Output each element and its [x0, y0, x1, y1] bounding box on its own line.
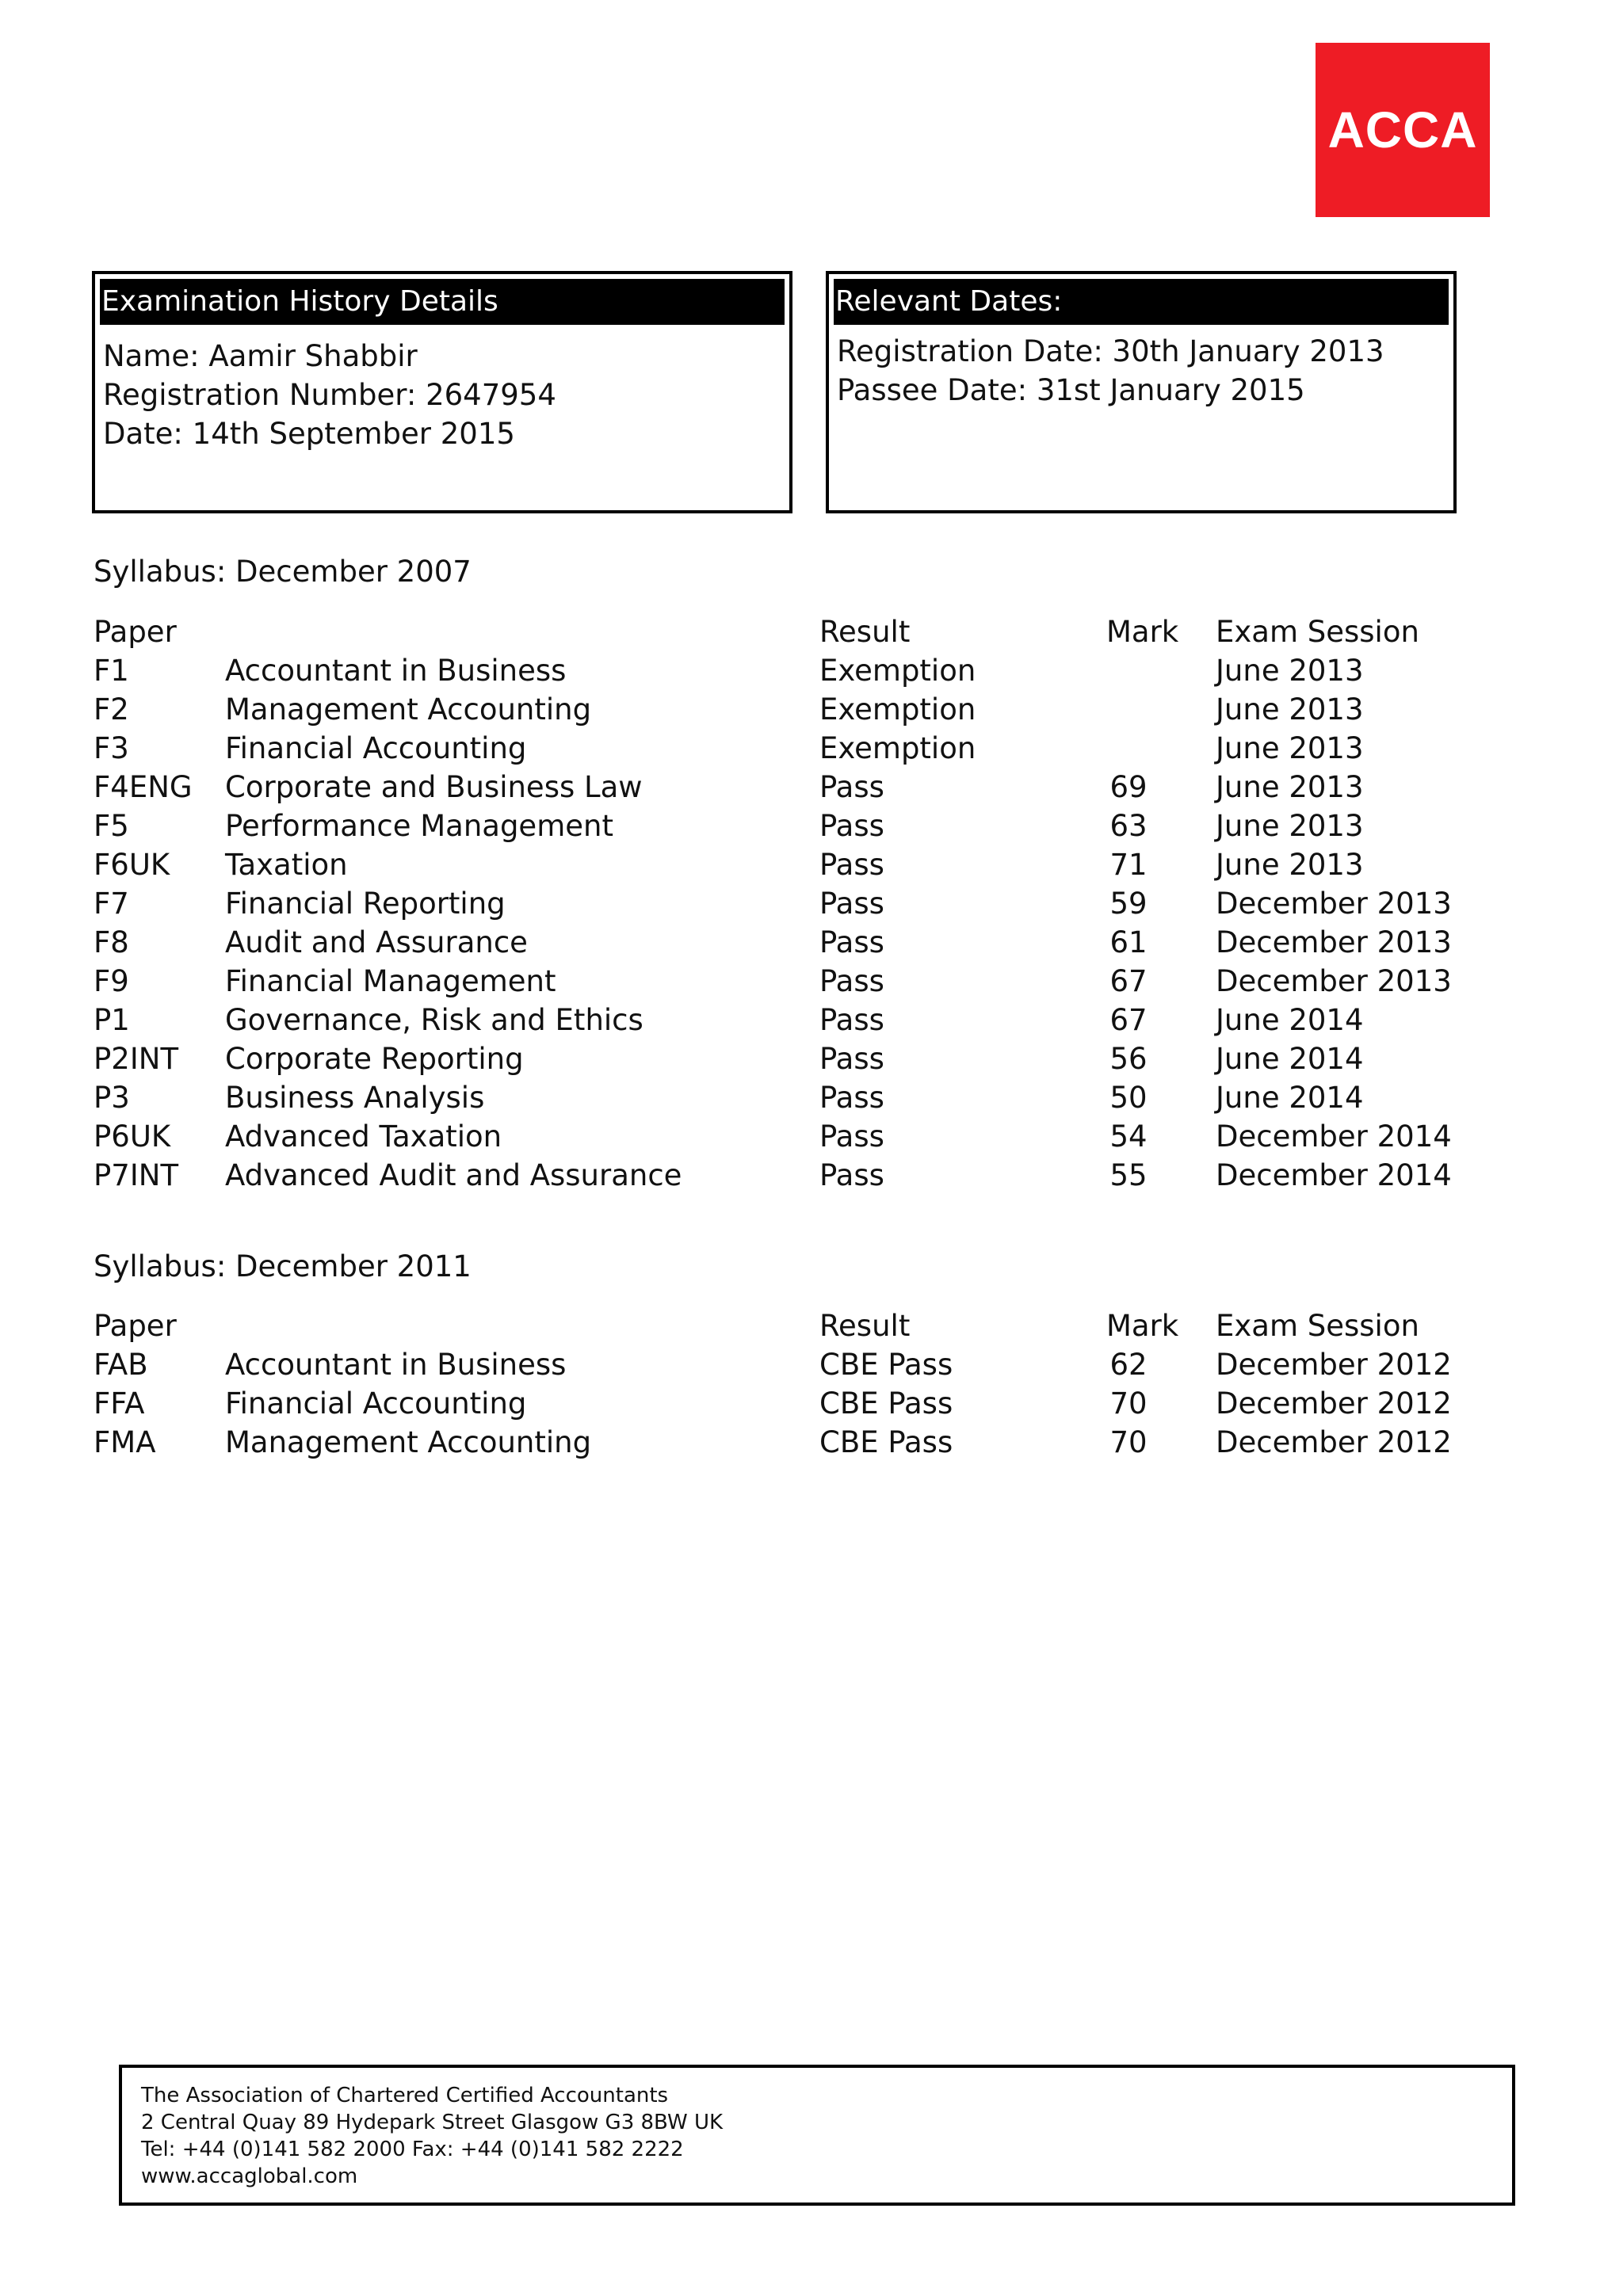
table-row — [0, 1423, 1623, 1462]
paper-result: Pass — [819, 887, 884, 921]
paper-result: Pass — [819, 925, 884, 959]
footer-website: www.accaglobal.com — [141, 2164, 358, 2188]
paper-code: FAB — [94, 1348, 148, 1382]
paper-result: Exemption — [819, 692, 976, 727]
paper-mark: 50 — [1109, 1081, 1148, 1115]
paper-result: Pass — [819, 1119, 884, 1154]
table-row — [0, 651, 1623, 690]
paper-result: Pass — [819, 1042, 884, 1076]
paper-session: December 2012 — [1216, 1348, 1452, 1382]
paper-name: Accountant in Business — [225, 654, 567, 688]
logo-text: ACCA — [1327, 101, 1478, 158]
paper-name: Advanced Audit and Assurance — [225, 1158, 682, 1192]
paper-mark: 55 — [1109, 1158, 1148, 1192]
paper-code: F1 — [94, 654, 129, 688]
paper-result: Exemption — [819, 731, 976, 765]
paper-result: Exemption — [819, 654, 976, 688]
paper-name: Financial Reporting — [225, 887, 506, 921]
table-row — [0, 1384, 1623, 1423]
paper-session: June 2014 — [1216, 1081, 1364, 1115]
paper-name: Management Accounting — [225, 1425, 592, 1459]
paper-session: December 2013 — [1216, 925, 1452, 959]
paper-mark: 67 — [1109, 964, 1148, 998]
paper-mark: 63 — [1109, 809, 1148, 843]
col-result: Result — [819, 615, 911, 649]
table-row — [0, 884, 1623, 923]
paper-mark: 71 — [1109, 848, 1148, 882]
table-row — [0, 1039, 1623, 1078]
paper-code: FFA — [94, 1386, 145, 1421]
paper-session: June 2013 — [1216, 654, 1364, 688]
paper-session: June 2013 — [1216, 770, 1364, 804]
statement-date: Date: 14th September 2015 — [103, 417, 515, 451]
paper-session: December 2012 — [1216, 1386, 1452, 1421]
paper-code: P7INT — [94, 1158, 179, 1192]
paper-mark: 61 — [1109, 925, 1148, 959]
paper-mark: 69 — [1109, 770, 1148, 804]
paper-name: Financial Accounting — [225, 731, 527, 765]
paper-code: FMA — [94, 1425, 156, 1459]
paper-result: Pass — [819, 809, 884, 843]
paper-code: F9 — [94, 964, 129, 998]
paper-session: June 2013 — [1216, 848, 1364, 882]
paper-mark: 54 — [1109, 1119, 1148, 1154]
paper-code: P3 — [94, 1081, 130, 1115]
table-row — [0, 1117, 1623, 1156]
table-row — [0, 1078, 1623, 1117]
paper-session: December 2013 — [1216, 887, 1452, 921]
col-result: Result — [819, 1309, 911, 1343]
paper-name: Management Accounting — [225, 692, 592, 727]
paper-session: June 2013 — [1216, 731, 1364, 765]
paper-code: F2 — [94, 692, 129, 727]
paper-result: Pass — [819, 848, 884, 882]
paper-code: F3 — [94, 731, 129, 765]
syllabus-2011-title: Syllabus: December 2011 — [94, 1249, 472, 1283]
footer-contact: Tel: +44 (0)141 582 2000 Fax: +44 (0)141 582 2222 — [141, 2138, 684, 2161]
paper-session: December 2014 — [1216, 1158, 1452, 1192]
col-mark: Mark — [1106, 615, 1179, 649]
candidate-name: Name: Aamir Shabbir — [103, 339, 418, 373]
paper-name: Business Analysis — [225, 1081, 485, 1115]
col-paper: Paper — [94, 1309, 177, 1343]
paper-mark: 56 — [1109, 1042, 1148, 1076]
paper-code: F6UK — [94, 848, 170, 882]
paper-session: June 2013 — [1216, 809, 1364, 843]
paper-result: CBE Pass — [819, 1425, 953, 1459]
paper-session: June 2014 — [1216, 1003, 1364, 1037]
paper-code: F4ENG — [94, 770, 193, 804]
paper-name: Corporate Reporting — [225, 1042, 524, 1076]
paper-mark: 67 — [1109, 1003, 1148, 1037]
paper-result: Pass — [819, 1003, 884, 1037]
paper-code: F5 — [94, 809, 129, 843]
registration-number: Registration Number: 2647954 — [103, 378, 556, 412]
table-row — [0, 1345, 1623, 1384]
table-row — [0, 962, 1623, 1001]
paper-code: P1 — [94, 1003, 130, 1037]
table-row — [0, 845, 1623, 884]
registration-date: Registration Date: 30th January 2013 — [837, 334, 1384, 368]
paper-mark: 70 — [1109, 1386, 1148, 1421]
footer-address: 2 Central Quay 89 Hydepark Street Glasgow G3 8BW UK — [141, 2111, 724, 2134]
col-session: Exam Session — [1216, 615, 1419, 649]
paper-code: P2INT — [94, 1042, 179, 1076]
paper-code: F8 — [94, 925, 129, 959]
paper-name: Governance, Risk and Ethics — [225, 1003, 643, 1037]
syllabus-2011-header — [0, 1306, 1623, 1345]
paper-session: June 2014 — [1216, 1042, 1364, 1076]
paper-name: Financial Accounting — [225, 1386, 527, 1421]
paper-result: Pass — [819, 1158, 884, 1192]
syllabus-2007-title: Syllabus: December 2007 — [94, 555, 472, 589]
col-paper: Paper — [94, 615, 177, 649]
paper-name: Performance Management — [225, 809, 613, 843]
paper-session: December 2012 — [1216, 1425, 1452, 1459]
paper-result: Pass — [819, 1081, 884, 1115]
paper-session: December 2013 — [1216, 964, 1452, 998]
paper-result: CBE Pass — [819, 1386, 953, 1421]
paper-name: Taxation — [225, 848, 348, 882]
paper-name: Corporate and Business Law — [225, 770, 643, 804]
acca-logo — [1316, 43, 1490, 217]
paper-mark: 62 — [1109, 1348, 1148, 1382]
passee-date: Passee Date: 31st January 2015 — [837, 373, 1305, 407]
paper-result: Pass — [819, 770, 884, 804]
table-row — [0, 1001, 1623, 1039]
table-row — [0, 807, 1623, 845]
syllabus-2007-header — [0, 612, 1623, 651]
footer-org: The Association of Chartered Certified Accountants — [141, 2084, 669, 2107]
col-session: Exam Session — [1216, 1309, 1419, 1343]
table-row — [0, 729, 1623, 768]
paper-name: Financial Management — [225, 964, 556, 998]
paper-session: December 2014 — [1216, 1119, 1452, 1154]
relevant-dates-title: Relevant Dates: — [834, 279, 1449, 325]
relevant-dates-box — [826, 271, 1457, 513]
table-row — [0, 768, 1623, 807]
table-row — [0, 1156, 1623, 1195]
table-row — [0, 923, 1623, 962]
paper-code: P6UK — [94, 1119, 171, 1154]
col-mark: Mark — [1106, 1309, 1179, 1343]
paper-mark: 70 — [1109, 1425, 1148, 1459]
paper-session: June 2013 — [1216, 692, 1364, 727]
paper-code: F7 — [94, 887, 129, 921]
paper-result: CBE Pass — [819, 1348, 953, 1382]
paper-name: Advanced Taxation — [225, 1119, 502, 1154]
footer-box — [119, 2065, 1515, 2206]
examination-history-title: Examination History Details — [100, 279, 785, 325]
table-row — [0, 690, 1623, 729]
paper-name: Accountant in Business — [225, 1348, 567, 1382]
examination-history-box — [92, 271, 792, 513]
paper-mark: 59 — [1109, 887, 1148, 921]
paper-name: Audit and Assurance — [225, 925, 528, 959]
paper-result: Pass — [819, 964, 884, 998]
